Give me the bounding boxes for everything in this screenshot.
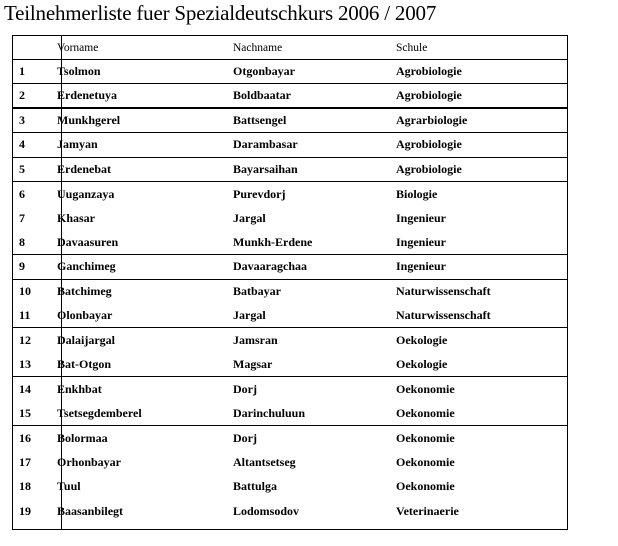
- row-nachname: Dorj: [233, 430, 257, 445]
- row-number: 12: [19, 333, 31, 348]
- row-schule: Oekonomie: [396, 479, 455, 494]
- table-row: [13, 231, 567, 255]
- row-vorname: Tsetsegdemberel: [57, 405, 142, 420]
- row-vorname: Tsolmon: [57, 64, 101, 79]
- row-nachname: Boldbaatar: [233, 88, 292, 103]
- row-vorname: Uuganzaya: [57, 186, 115, 201]
- header-vorname: Vorname: [57, 41, 99, 54]
- row-nachname: Jargal: [233, 308, 266, 323]
- row-vorname: Erdenetuya: [57, 88, 117, 103]
- row-vorname: Enkhbat: [57, 381, 102, 396]
- row-nachname: Purevdorj: [233, 186, 286, 201]
- row-number: 11: [19, 308, 31, 323]
- row-vorname: Bat-Otgon: [57, 356, 111, 371]
- row-nachname: Darambasar: [233, 137, 298, 152]
- row-nachname: Batbayar: [233, 284, 281, 299]
- row-vorname: Erdenebat: [57, 161, 111, 176]
- row-schule: Agrarbiologie: [396, 112, 468, 127]
- row-nachname: Jargal: [233, 211, 266, 226]
- row-schule: Agrobiologie: [396, 161, 462, 176]
- row-number: 1: [19, 64, 25, 79]
- table-row: [13, 475, 567, 499]
- table-row: [13, 255, 567, 279]
- table-row: [13, 450, 567, 474]
- row-nachname: Lodomsodov: [233, 503, 300, 518]
- table-row: [13, 84, 567, 108]
- row-schule: Oekonomie: [396, 455, 455, 470]
- row-schule: Veterinaerie: [396, 503, 459, 518]
- row-nachname: Davaaragchaa: [233, 259, 307, 274]
- row-number: 3: [19, 112, 25, 127]
- row-vorname: Khasar: [57, 211, 96, 226]
- row-nachname: Bayarsaihan: [233, 161, 298, 176]
- row-number: 8: [19, 234, 25, 249]
- row-nachname: Battulga: [233, 479, 278, 494]
- row-number: 15: [19, 405, 31, 420]
- row-vorname: Davaasuren: [57, 234, 119, 249]
- row-vorname: Dalaijargal: [57, 333, 115, 348]
- row-vorname: Bolormaa: [57, 430, 108, 445]
- row-number: 10: [19, 284, 31, 299]
- row-schule: Oekologie: [396, 333, 448, 348]
- table-row: [13, 206, 567, 230]
- participant-table: [12, 35, 568, 530]
- row-vorname: Batchimeg: [57, 284, 112, 299]
- row-number: 2: [19, 88, 25, 103]
- table-row: [13, 182, 567, 206]
- row-number: 14: [19, 381, 31, 396]
- table-row: [13, 426, 567, 450]
- row-nachname: Dorj: [233, 381, 257, 396]
- row-number: 9: [19, 259, 25, 274]
- row-number: 18: [19, 479, 31, 494]
- row-schule: Oekonomie: [396, 381, 455, 396]
- table-row: [13, 280, 567, 304]
- row-vorname: Ganchimeg: [57, 259, 116, 274]
- row-nachname: Munkh-Erdene: [233, 234, 313, 249]
- table-row: [13, 499, 567, 523]
- row-vorname: Munkhgerel: [57, 112, 121, 127]
- row-vorname: Olonbayar: [57, 308, 113, 323]
- row-schule: Ingenieur: [396, 259, 447, 274]
- row-number: 19: [19, 503, 31, 518]
- table-row: [13, 109, 567, 133]
- table-row: [13, 353, 567, 377]
- table-row: [13, 377, 567, 401]
- row-number: 17: [19, 455, 31, 470]
- table-header-row: [13, 36, 567, 60]
- header-schule: Schule: [396, 41, 428, 54]
- row-nachname: Darinchuluun: [233, 405, 306, 420]
- row-vorname: Jamyan: [57, 137, 98, 152]
- row-number: 4: [19, 137, 25, 152]
- row-vorname: Tuul: [57, 479, 81, 494]
- table-row: [13, 304, 567, 328]
- row-vorname: Baasanbilegt: [57, 503, 124, 518]
- row-schule: Ingenieur: [396, 211, 447, 226]
- row-schule: Oekonomie: [396, 430, 455, 445]
- table-row: [13, 133, 567, 157]
- row-number: 16: [19, 430, 31, 445]
- row-schule: Agrobiologie: [396, 137, 462, 152]
- row-schule: Agrobiologie: [396, 64, 462, 79]
- row-schule: Biologie: [396, 186, 438, 201]
- row-schule: Oekologie: [396, 356, 448, 371]
- row-number: 5: [19, 161, 25, 176]
- row-schule: Naturwissenschaft: [396, 308, 491, 323]
- row-number: 13: [19, 356, 31, 371]
- row-schule: Oekonomie: [396, 405, 455, 420]
- header-nachname: Nachname: [233, 41, 283, 54]
- table-row: [13, 60, 567, 84]
- table-row: [13, 158, 567, 182]
- row-schule: Agrobiologie: [396, 88, 462, 103]
- row-nachname: Jamsran: [233, 333, 278, 348]
- document-title: Teilnehmerliste fuer Spezialdeutschkurs 2006 / 2007: [4, 1, 437, 25]
- row-nachname: Battsengel: [233, 112, 287, 127]
- row-nachname: Altantsetseg: [233, 455, 296, 470]
- row-schule: Ingenieur: [396, 234, 447, 249]
- table-row: [13, 328, 567, 352]
- row-schule: Naturwissenschaft: [396, 284, 491, 299]
- row-number: 6: [19, 186, 25, 201]
- row-vorname: Orhonbayar: [57, 455, 122, 470]
- table-row: [13, 402, 567, 426]
- row-nachname: Otgonbayar: [233, 64, 296, 79]
- row-nachname: Magsar: [233, 356, 273, 371]
- row-number: 7: [19, 211, 25, 226]
